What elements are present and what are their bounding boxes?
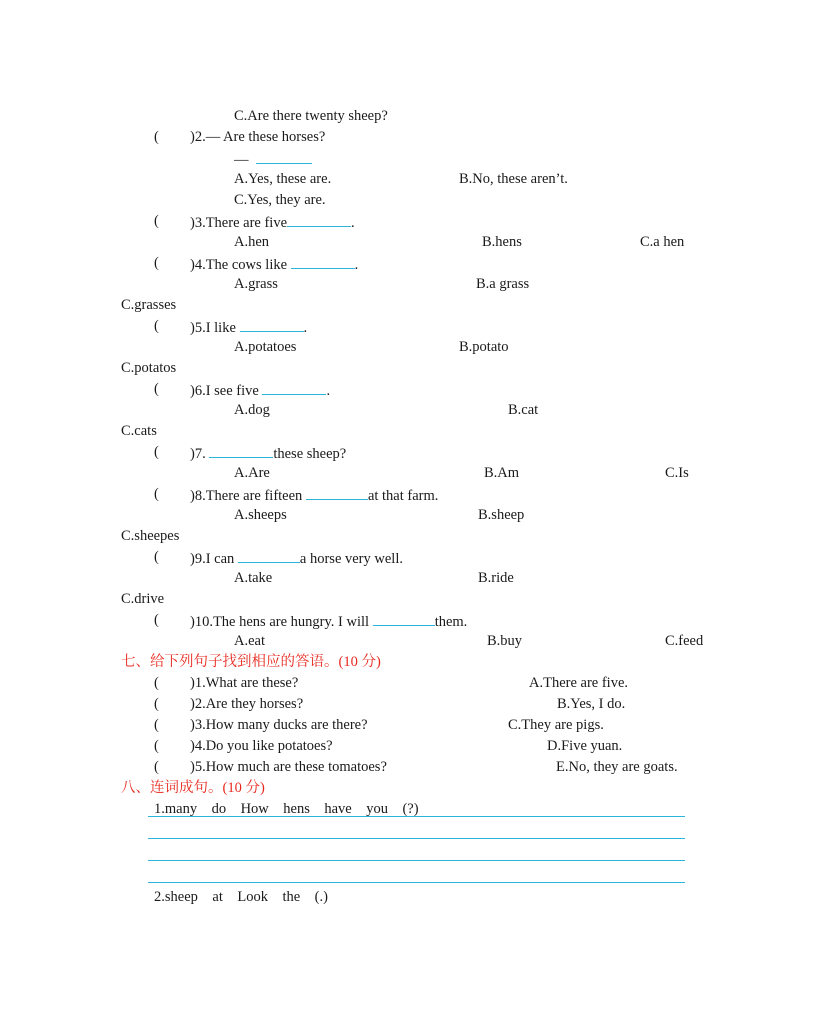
q6-option-c: C.cats — [121, 423, 157, 439]
q9-option-b: B.ride — [478, 570, 514, 586]
q4-stem: )4.The cows like . — [190, 254, 358, 274]
q10-option-a: A.eat — [234, 633, 265, 649]
q9-stem: )9.I can a horse very well. — [190, 548, 403, 568]
answer-line-3[interactable] — [148, 860, 685, 861]
q5-option-c: C.potatos — [121, 360, 177, 376]
q3-option-a: A.hen — [234, 234, 270, 250]
q3-blank[interactable] — [287, 212, 351, 227]
q3-option-c: C.a hen — [640, 234, 685, 250]
q10-stem: )10.The hens are hungry. I will them. — [190, 611, 467, 631]
s7-q4-text: )4.Do you like potatoes? — [190, 738, 333, 754]
s7-answer-c: C.They are pigs. — [508, 717, 604, 733]
q6-stem: )6.I see five . — [190, 380, 330, 400]
q3-stem: )3.There are five . — [190, 212, 355, 232]
q10-option-b: B.buy — [487, 633, 523, 649]
q7-option-b: B.Am — [484, 465, 520, 481]
q2-option-b: B.No, these aren’t. — [459, 171, 568, 187]
s8-item-1: 1.many do How hens have you (?) — [154, 801, 419, 817]
section7-heading: 七、给下列句子找到相应的答语。(10 分) — [121, 654, 381, 670]
q2-paren: ( — [154, 129, 159, 145]
s7-q5-text: )5.How much are these tomatoes? — [190, 759, 387, 775]
q8-option-b: B.sheep — [478, 507, 525, 523]
q5-blank[interactable] — [240, 317, 304, 332]
q2-option-a: A.Yes, these are. — [234, 171, 332, 187]
q5-option-b: B.potato — [459, 339, 509, 355]
q2-option-c: C.Yes, they are. — [234, 192, 326, 208]
s7-q2-text: )2.Are they horses? — [190, 696, 304, 712]
q7-option-c: C.Is — [665, 465, 689, 481]
q2-blank[interactable] — [256, 149, 312, 164]
q4-option-c: C.grasses — [121, 297, 177, 313]
q9-option-c: C.drive — [121, 591, 165, 607]
s7-q3-text: )3.How many ducks are there? — [190, 717, 368, 733]
s7-q2-paren: ( — [154, 696, 159, 712]
q4-paren: ( — [154, 255, 159, 271]
q9-blank[interactable] — [238, 548, 300, 563]
q3-option-b: B.hens — [482, 234, 522, 250]
q5-paren: ( — [154, 318, 159, 334]
q9-option-a: A.take — [234, 570, 273, 586]
q2-dash: — — [234, 149, 312, 169]
q5-option-a: A.potatoes — [234, 339, 297, 355]
q7-blank[interactable] — [209, 443, 273, 458]
s7-answer-a: A.There are five. — [529, 675, 629, 691]
q7-paren: ( — [154, 444, 159, 460]
section8-heading: 八、连词成句。(10 分) — [121, 780, 265, 796]
q6-paren: ( — [154, 381, 159, 397]
s7-q3-paren: ( — [154, 717, 159, 733]
q8-blank[interactable] — [306, 485, 368, 500]
q8-stem: )8.There are fifteen at that farm. — [190, 485, 438, 505]
q6-blank[interactable] — [262, 380, 326, 395]
q4-option-b: B.a grass — [476, 276, 530, 292]
s7-q1-paren: ( — [154, 675, 159, 691]
q8-option-a: A.sheeps — [234, 507, 287, 523]
q8-option-c: C.sheepes — [121, 528, 180, 544]
q10-option-c: C.feed — [665, 633, 704, 649]
s7-answer-e: E.No, they are goats. — [556, 759, 678, 775]
q6-option-a: A.dog — [234, 402, 270, 418]
q8-paren: ( — [154, 486, 159, 502]
answer-line-2[interactable] — [148, 838, 685, 839]
s7-q1-text: )1.What are these? — [190, 675, 299, 691]
q2-stem: )2.— Are these horses? — [190, 129, 326, 145]
q9-paren: ( — [154, 549, 159, 565]
s7-answer-d: D.Five yuan. — [547, 738, 623, 754]
q5-stem: )5.I like . — [190, 317, 307, 337]
s8-item-2: 2.sheep at Look the (.) — [154, 889, 328, 905]
q1-option-c: C.Are there twenty sheep? — [234, 108, 388, 124]
s7-answer-b: B.Yes, I do. — [557, 696, 626, 712]
q3-paren: ( — [154, 213, 159, 229]
q10-blank[interactable] — [373, 611, 435, 626]
answer-line-1[interactable] — [148, 816, 685, 817]
q7-option-a: A.Are — [234, 465, 270, 481]
s7-q4-paren: ( — [154, 738, 159, 754]
s7-q5-paren: ( — [154, 759, 159, 775]
q4-option-a: A.grass — [234, 276, 278, 292]
q10-paren: ( — [154, 612, 159, 628]
q4-blank[interactable] — [291, 254, 355, 269]
answer-line-4[interactable] — [148, 882, 685, 883]
q6-option-b: B.cat — [508, 402, 539, 418]
q7-stem: )7. these sheep? — [190, 443, 346, 463]
